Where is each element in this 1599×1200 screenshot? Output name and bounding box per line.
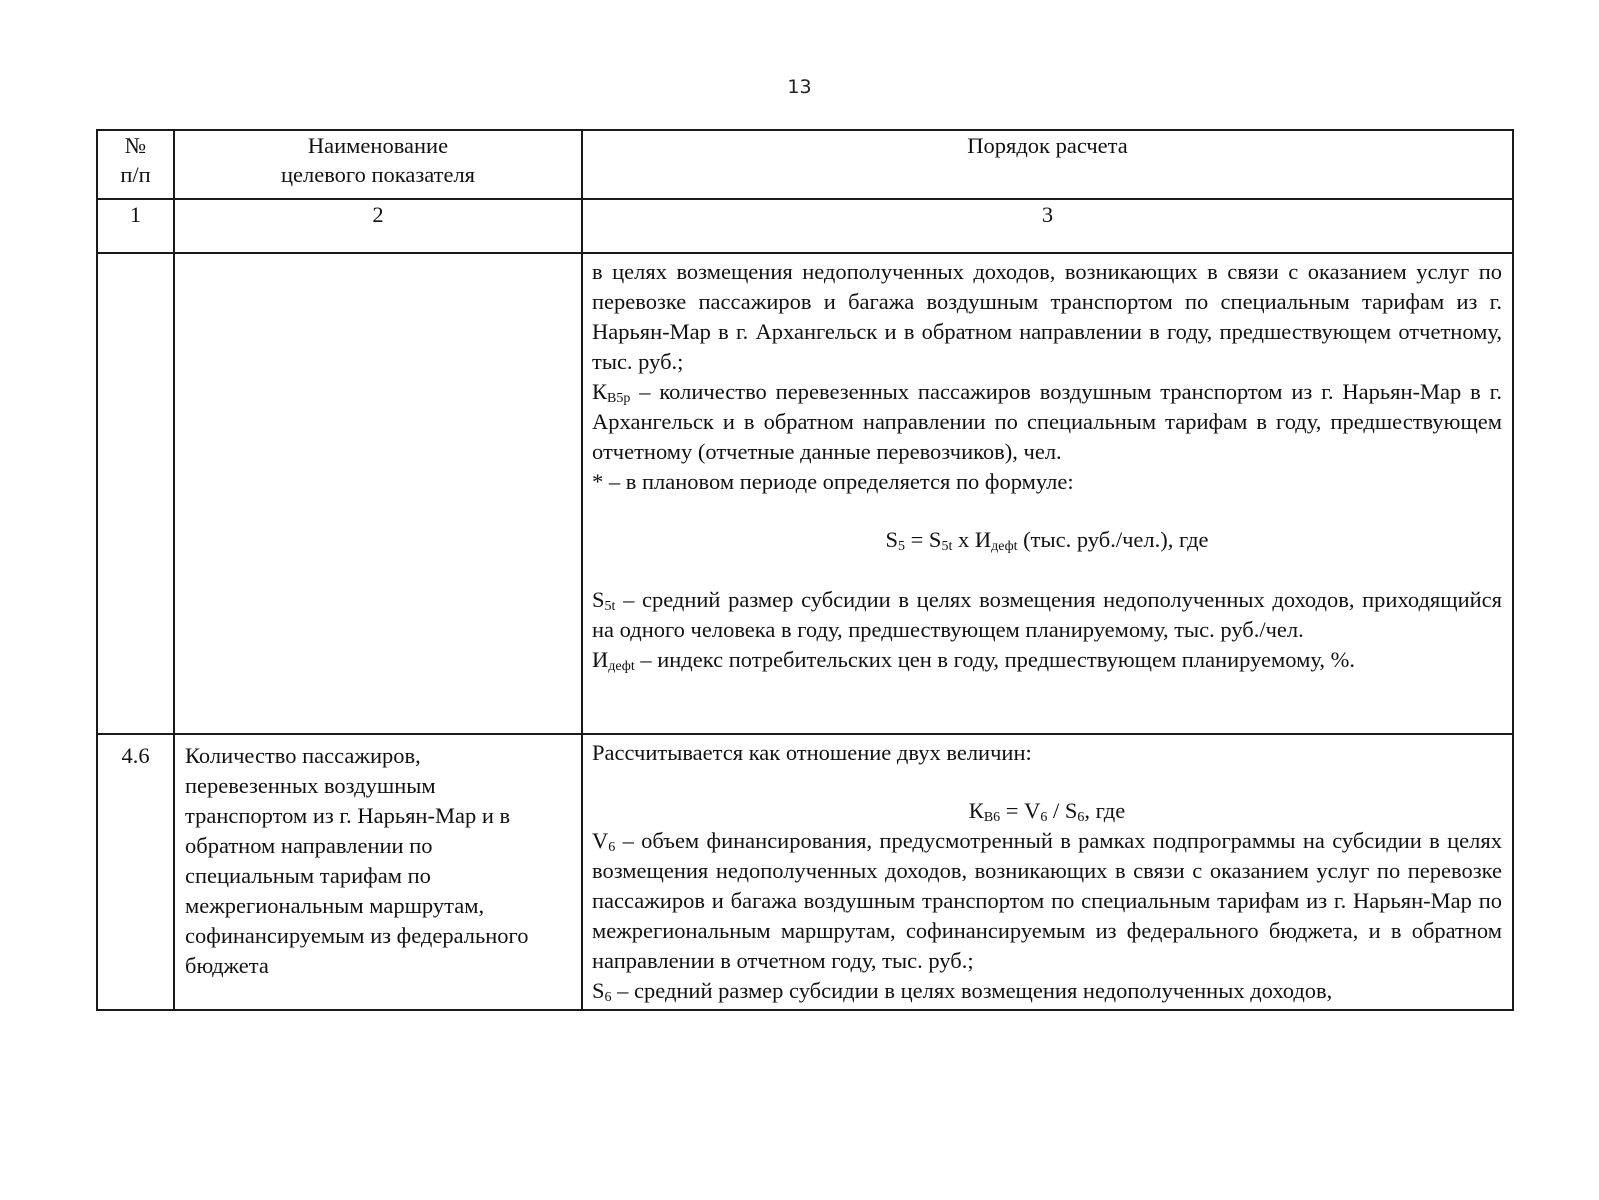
symbol-subscript: дефt — [608, 659, 635, 674]
formula-symbol: К — [968, 798, 984, 823]
table-header-row — [97, 130, 1513, 199]
header-calc-label: Порядок расчета — [967, 133, 1128, 158]
formula-operator: х — [952, 527, 975, 552]
header-name-line-1: Наименование — [307, 133, 449, 158]
calculation-table — [96, 129, 1514, 1011]
symbol-subscript: 5t — [604, 599, 616, 614]
formula-symbol: S — [1064, 798, 1078, 823]
calc-paragraph: в целях возмещения недополученных доходов, возникающих в связи с оказанием услуг по перевозке пассажиров и багажа воздушным транспортом по специальным тарифам из г. Нарьян-Мар в г. Архангельск и в обратном направлении в году, предшествующем отчетному, тыс. руб.; — [592, 259, 1502, 374]
definition-text: – количество перевезенных пассажиров воздушным транспортом из г. Нарьян-Мар в г. Архангельск и в обратном направлении по специальным тарифам в году, предшествующем отчетному (отчетные данные перевозчиков), чел. — [592, 379, 1502, 464]
table-row-4-6 — [97, 734, 1513, 1010]
definition-text: – индекс потребительских цен в году, предшествующем планируемому, %. — [634, 647, 1355, 672]
header-calc-cell — [582, 130, 1513, 199]
formula-operator: / — [1047, 798, 1065, 823]
header-number-cell — [97, 130, 174, 199]
header-name-line-2: целевого показателя — [280, 162, 476, 187]
formula-s5 — [592, 525, 1502, 555]
indicator-name-line: специальным тарифам по — [185, 863, 431, 888]
formula-subscript: 5 — [897, 539, 905, 554]
formula-subscript: 5t — [941, 539, 953, 554]
calc-definition-s6 — [592, 976, 1502, 1006]
formula-subscript: 6 — [1077, 810, 1085, 825]
formula-subscript: 6 — [1040, 810, 1048, 825]
calc-definition-kv5p — [592, 377, 1502, 467]
calc-definition-ideft — [592, 645, 1502, 675]
formula-subscript: В6 — [983, 810, 1001, 825]
calc-definition-v6 — [592, 826, 1502, 976]
indicator-name-line: перевезенных воздушным — [185, 773, 436, 798]
formula-kv6 — [592, 796, 1502, 826]
column-number-1: 1 — [97, 199, 174, 253]
column-number-row — [97, 199, 1513, 253]
header-number-line-1: № — [124, 133, 147, 158]
symbol: S — [592, 978, 605, 1003]
formula-operator: = — [904, 527, 929, 552]
indicator-name-line: обратном направлении по — [185, 833, 433, 858]
column-number-3: 3 — [582, 199, 1513, 253]
calc-intro: Рассчитывается как отношение двух величин: — [592, 740, 1032, 765]
symbol-subscript: 6 — [604, 990, 612, 1005]
indicator-name-line: Количество пассажиров, — [185, 743, 421, 768]
calc-note: * – в плановом периоде определяется по формуле: — [592, 469, 1074, 494]
definition-text: – средний размер субсидии в целях возмещения недополученных доходов, приходящийся на одного человека в году, предшествующем планируемому, тыс. руб./чел. — [592, 587, 1502, 642]
symbol: К — [592, 379, 608, 404]
definition-text: – средний размер субсидии в целях возмещения недополученных доходов, — [611, 978, 1333, 1003]
indicator-name-line: транспортом из г. Нарьян-Мар и в — [185, 803, 511, 828]
indicator-name-line: софинансируемым из федерального — [185, 923, 529, 948]
definition-text: – объем финансирования, предусмотренный в рамках подпрограммы на субсидии в целях возмещения недополученных доходов, возникающих в связи с оказанием услуг по перевозке пассажиров и багажа воздушным транспортом по специальным тарифам из г. Нарьян-Мар по межрегиональным маршрутам, софинансируемым из федерального бюджета, и в обратном направлении в отчетном году, тыс. руб.; — [592, 828, 1502, 973]
row-number-cell: 4.6 — [97, 734, 174, 1010]
formula-subscript: дефt — [991, 539, 1018, 554]
formula-symbol: S — [885, 527, 898, 552]
continued-calc-cell — [582, 253, 1513, 734]
table-row-continued — [97, 253, 1513, 734]
column-number-2: 2 — [174, 199, 582, 253]
indicator-name-line: межрегиональным маршрутам, — [185, 893, 485, 918]
formula-symbol: И — [974, 527, 992, 552]
continued-number-cell — [97, 253, 174, 734]
formula-operator: = — [1000, 798, 1025, 823]
page-number: 13 — [787, 76, 812, 98]
formula-tail: (тыс. руб./чел.), где — [1017, 527, 1209, 552]
header-name-cell — [174, 130, 582, 199]
indicator-name-cell — [174, 734, 582, 1010]
calc-cell-4-6 — [582, 734, 1513, 1010]
continued-name-cell — [174, 253, 582, 734]
symbol-subscript: В5р — [607, 391, 631, 406]
symbol: S — [592, 587, 605, 612]
formula-tail: , где — [1084, 798, 1126, 823]
formula-symbol: V — [1024, 798, 1041, 823]
symbol-subscript: 6 — [608, 840, 616, 855]
symbol: V — [592, 828, 609, 853]
header-number-line-2: п/п — [120, 162, 151, 187]
symbol: И — [592, 647, 609, 672]
calc-definition-s5t — [592, 585, 1502, 645]
formula-symbol: S — [928, 527, 942, 552]
indicator-name-line: бюджета — [185, 953, 269, 978]
